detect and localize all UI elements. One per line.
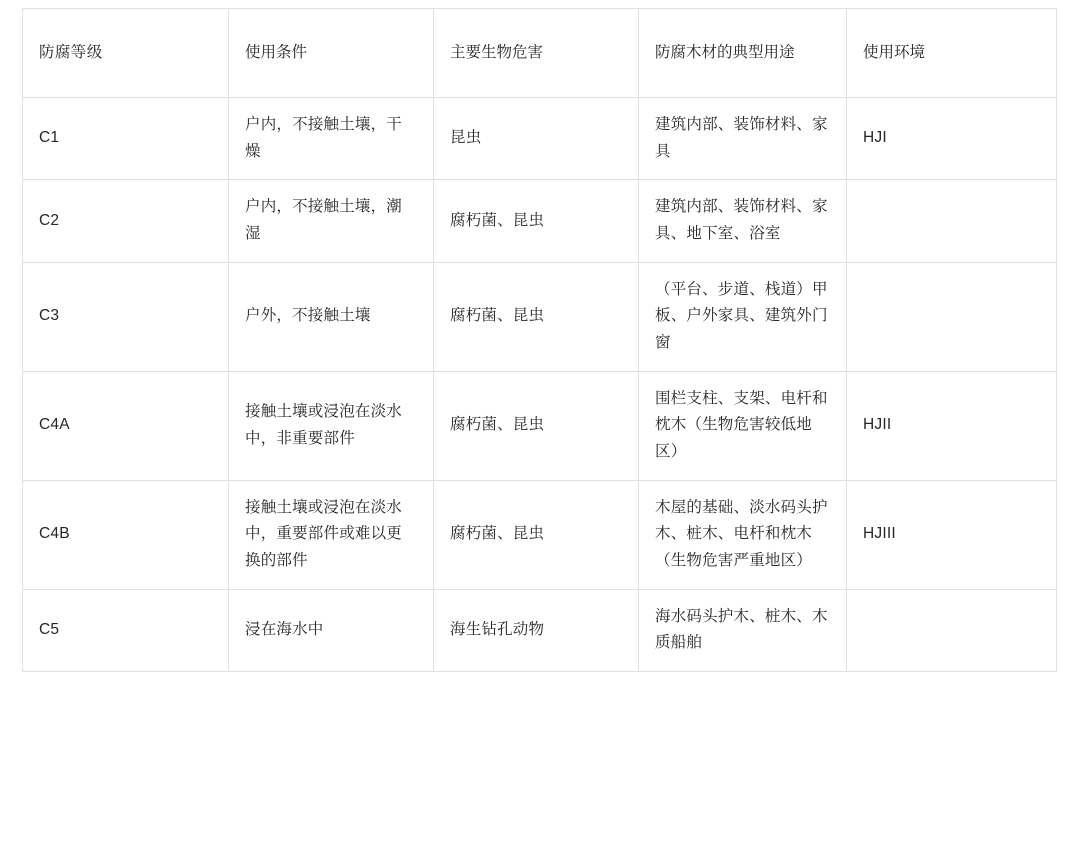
cell-condition: 接触土壤或浸泡在淡水中，重要部件或难以更换的部件 [229,480,434,589]
column-header-usage: 防腐木材的典型用途 [639,9,847,98]
cell-hazard: 腐朽菌、昆虫 [434,180,639,262]
cell-hazard: 昆虫 [434,98,639,180]
table-row [23,180,1057,262]
cell-usage: 海水码头护木、桩木、木质船舶 [639,589,847,671]
table-header-row [23,9,1057,98]
cell-grade: C5 [23,589,229,671]
cell-grade: C4B [23,480,229,589]
cell-condition: 户内，不接触土壤，潮湿 [229,180,434,262]
cell-condition: 接触土壤或浸泡在淡水中，非重要部件 [229,371,434,480]
table-row [23,262,1057,371]
cell-usage: 木屋的基础、淡水码头护木、桩木、电杆和枕木（生物危害严重地区） [639,480,847,589]
cell-environment: HJII [847,371,1057,480]
cell-hazard: 腐朽菌、昆虫 [434,371,639,480]
cell-grade: C3 [23,262,229,371]
cell-usage: 建筑内部、装饰材料、家具 [639,98,847,180]
cell-condition: 浸在海水中 [229,589,434,671]
table-row [23,371,1057,480]
cell-hazard: 腐朽菌、昆虫 [434,262,639,371]
column-header-grade: 防腐等级 [23,9,229,98]
cell-environment [847,180,1057,262]
column-header-condition: 使用条件 [229,9,434,98]
column-header-environment: 使用环境 [847,9,1057,98]
cell-hazard: 海生钻孔动物 [434,589,639,671]
cell-grade: C1 [23,98,229,180]
cell-condition: 户内，不接触土壤，干燥 [229,98,434,180]
table-body [23,98,1057,672]
cell-grade: C4A [23,371,229,480]
cell-usage: （平台、步道、栈道）甲板、户外家具、建筑外门窗 [639,262,847,371]
cell-usage: 建筑内部、装饰材料、家具、地下室、浴室 [639,180,847,262]
cell-environment [847,589,1057,671]
cell-usage: 围栏支柱、支架、电杆和枕木（生物危害较低地区） [639,371,847,480]
cell-grade: C2 [23,180,229,262]
cell-condition: 户外，不接触土壤 [229,262,434,371]
cell-hazard: 腐朽菌、昆虫 [434,480,639,589]
table-row [23,98,1057,180]
table-row [23,480,1057,589]
cell-environment [847,262,1057,371]
cell-environment: HJI [847,98,1057,180]
table-header [23,9,1057,98]
preservative-grade-table [22,8,1057,672]
table-row [23,589,1057,671]
cell-environment: HJIII [847,480,1057,589]
column-header-hazard: 主要生物危害 [434,9,639,98]
